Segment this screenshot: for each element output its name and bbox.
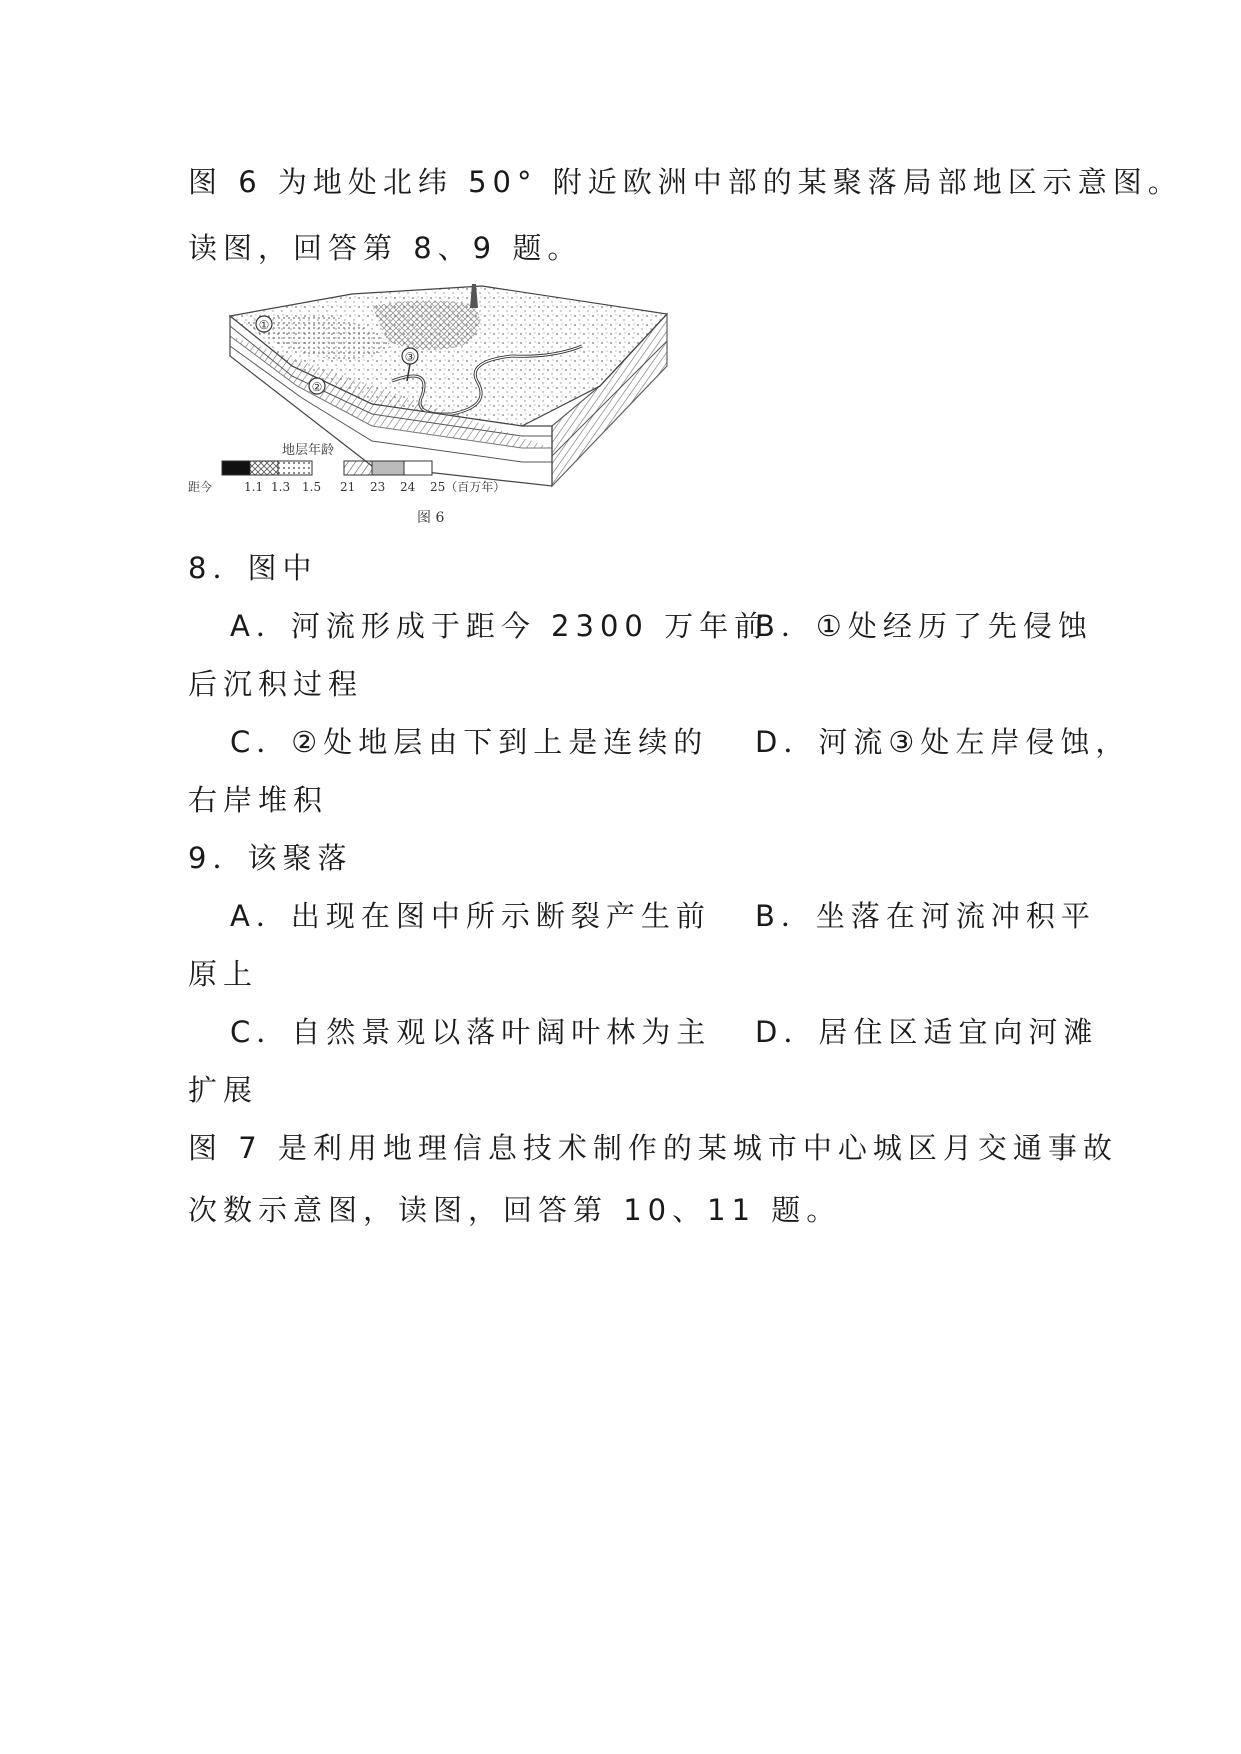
figure-caption: 图 6 bbox=[417, 510, 445, 526]
intro-line-2: 读图，回答第 8、9 题。 bbox=[188, 231, 583, 265]
legend-swatch-6 bbox=[404, 461, 432, 475]
legend-tick-4: 21 bbox=[340, 480, 356, 494]
q8-option-b-cont: 后沉积过程 bbox=[188, 667, 364, 701]
marker-1: ① bbox=[258, 318, 270, 332]
legend-swatch-2 bbox=[250, 461, 278, 475]
legend-tick-7: 25（百万年） bbox=[430, 480, 506, 494]
q8-option-b: B．①处经历了先侵蚀 bbox=[755, 609, 1093, 643]
q9-option-b: B．坐落在河流冲积平 bbox=[755, 899, 1096, 933]
q9-option-d: D．居住区适宜向河滩 bbox=[755, 1015, 1099, 1049]
legend-swatch-1 bbox=[222, 461, 250, 475]
legend-prefix: 距今 bbox=[188, 480, 213, 494]
q9-option-b-cont: 原上 bbox=[188, 957, 259, 991]
legend-tick-5: 23 bbox=[370, 480, 386, 494]
q8-option-d: D．河流③处左岸侵蚀， bbox=[755, 725, 1131, 759]
q9-option-d-cont: 扩展 bbox=[188, 1073, 259, 1107]
legend-tick-1: 1.1 bbox=[244, 480, 264, 494]
q9-stem: 9．该聚落 bbox=[188, 841, 353, 875]
q8-stem: 8．图中 bbox=[188, 551, 318, 585]
legend-tick-2: 1.3 bbox=[271, 480, 291, 494]
legend-swatch-5 bbox=[372, 461, 404, 475]
q8-option-d-cont: 右岸堆积 bbox=[188, 783, 329, 817]
intro-line-1: 图 6 为地处北纬 50° 附近欧洲中部的某聚落局部地区示意图。 bbox=[188, 165, 1183, 199]
legend-swatch-3 bbox=[278, 461, 312, 475]
outro-line-2: 次数示意图，读图，回答第 10、11 题。 bbox=[188, 1193, 842, 1227]
outro-line-1: 图 7 是利用地理信息技术制作的某城市中心城区月交通事故 bbox=[188, 1131, 1118, 1165]
legend-swatch-4 bbox=[344, 461, 372, 475]
q9-option-c: C．自然景观以落叶阔叶林为主 bbox=[230, 1015, 712, 1049]
legend-tick-3: 1.5 bbox=[302, 480, 322, 494]
legend-tick-6: 24 bbox=[400, 480, 416, 494]
q9-option-a: A．出现在图中所示断裂产生前 bbox=[230, 899, 711, 933]
q8-option-a: A．河流形成于距今 2300 万年前 bbox=[230, 609, 770, 643]
marker-2: ② bbox=[311, 380, 323, 394]
marker-3: ③ bbox=[404, 350, 416, 364]
legend-title: 地层年龄 bbox=[282, 443, 335, 458]
q8-option-c: C．②处地层由下到上是连续的 bbox=[230, 725, 709, 759]
